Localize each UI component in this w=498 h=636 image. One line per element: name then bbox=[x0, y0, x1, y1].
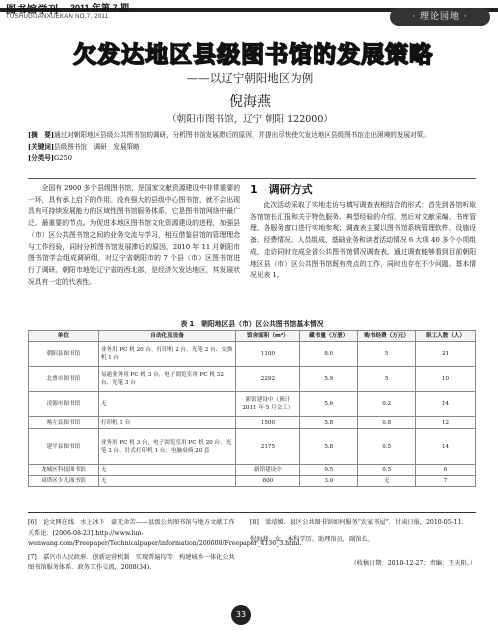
references-divider bbox=[28, 512, 476, 513]
cell-books: 5.8 bbox=[300, 417, 358, 429]
reference-item: [6] 论文网在线．水上冰下 豪无舍苦——县级公共图书馆与地方文献工作关系论．[2006-08-23].http://www.lun-wenwang.com/Freepaper/Technicalpaper/information/200608/Freepaper_4136_3.html. bbox=[28, 519, 302, 547]
author-bio: 倪海燕 女，本科学历。助理馆员，副馆长。 bbox=[250, 535, 374, 543]
cell-staff: 21 bbox=[416, 342, 476, 367]
cell-books: 5.6 bbox=[300, 392, 358, 417]
cell-area: 2292 bbox=[236, 367, 300, 392]
cell-area: 2175 bbox=[236, 429, 300, 465]
abstract: [摘 要]通过对朝阳地区县级公共图书馆的调研，分析图书馆发展滞后的原因，并提出尽快使欠发达地区县级图书馆走出困境的发展对策。 bbox=[28, 131, 430, 139]
cell-unit: 双塔区少儿图书馆 bbox=[29, 476, 99, 487]
cell-funds: 0.8 bbox=[358, 417, 416, 429]
body-right-column: 此次活动采取了实地走访与填写调查表相结合的形式：首先到各馆听取各馆馆长汇报和关于特色服务、典型经验的介绍，然后对文献采编、书库管理、各服务窗口进行实地参观；调查表主要以图书馆系统管理软件、设施设备、经费情况、人员组成、基础业务和读者活动情况 6 大项 40 多个小项组成，走访同时完成全省公共图书馆情况调查表。通过调查能够看到目前朝阳地区县（市）区公共图书馆既有亮点的工作，同时也存在不少问题。基本情况见表 1。 bbox=[250, 201, 476, 280]
cell-books: 8.0 bbox=[300, 342, 358, 367]
cell-staff: 12 bbox=[416, 417, 476, 429]
references-right bbox=[250, 518, 476, 573]
cell-funds: 5 bbox=[358, 367, 416, 392]
th-unit: 单位 bbox=[29, 331, 99, 342]
cell-books: 3.0 bbox=[300, 476, 358, 487]
cell-unit: 北票市图书馆 bbox=[29, 367, 99, 392]
cell-unit: 龙城区科技图书馆 bbox=[29, 465, 99, 476]
cell-funds: 0.5 bbox=[358, 465, 416, 476]
author-affiliation: （朝阳市图书馆，辽宁 朝阳 122000） bbox=[167, 114, 333, 125]
cell-unit: 喀左县图书馆 bbox=[29, 417, 99, 429]
journal-name: 图书馆学刊 bbox=[6, 5, 59, 16]
section-heading: 1 调研方式 bbox=[250, 183, 313, 196]
cell-staff: 10 bbox=[416, 367, 476, 392]
th-staff: 职工人数（人） bbox=[416, 331, 476, 342]
cell-funds: 0.5 bbox=[358, 429, 416, 465]
table-row bbox=[29, 392, 476, 417]
th-area: 馆舍面积（m²） bbox=[236, 331, 300, 342]
cell-staff: 7 bbox=[416, 476, 476, 487]
cell-equipment: 打印机 1 台 bbox=[98, 417, 236, 429]
table-header-row bbox=[29, 331, 476, 342]
references-left bbox=[28, 518, 302, 577]
th-funds: 购书经费（万元） bbox=[358, 331, 416, 342]
cell-equipment: 无 bbox=[98, 392, 236, 417]
table-caption: 表 1 朝阳地区县（市）区公共图书馆基本情况 bbox=[180, 320, 324, 328]
cell-unit: 建平县图书馆 bbox=[29, 429, 99, 465]
table-row bbox=[29, 476, 476, 487]
cell-staff: 14 bbox=[416, 392, 476, 417]
journal-pinyin: TUSHUGUANXUEKAN NO.7, 2011 bbox=[6, 14, 109, 20]
cell-staff: 14 bbox=[416, 429, 476, 465]
article-subtitle: ——以辽宁朝阳地区为例 bbox=[186, 71, 314, 85]
issue-label: 2011 年第 7 期 bbox=[70, 3, 130, 13]
cell-equipment: 无 bbox=[98, 465, 236, 476]
cell-area: 新馆建设中（预计 2011 年 5 月交工） bbox=[236, 392, 300, 417]
cell-funds: 5 bbox=[358, 342, 416, 367]
th-books: 藏书量（万册） bbox=[300, 331, 358, 342]
body-left-column: 全国有 2900 多个县级图书馆，是国家文献资源建设中非常重要的一环，具有承上启下的作用。没有强大的县级中心图书馆，就不会出现具有可持续发展能力的区域性图书馆服务体系，它是图书馆网络中最广泛、最重要的节点。为促进本地区图书馆文化资源建设的进程，加强县（市）区公共图书馆之间的业务交流与学习，相互借鉴县馆的管理理念与工作经验，同时分析图书馆发展滞后的原因，2010 年 11 月朝阳市图书馆学会组成调研组，对辽宁省朝阳市的 7 个县（市）区图书馆进行了调研。朝阳市地处辽宁省的西北部，是经济欠发达地区，其发展状况具有一定的代表性。 bbox=[28, 184, 240, 286]
table-row bbox=[29, 417, 476, 429]
cell-area: 新馆建设中 bbox=[236, 465, 300, 476]
cell-equipment: 无 bbox=[98, 476, 236, 487]
cell-area: 800 bbox=[236, 476, 300, 487]
table-row bbox=[29, 367, 476, 392]
cell-equipment: 易通业务用 PC 机 3 台，电子阅览室用 PC 机 32 台、光笔 3 台 bbox=[98, 367, 236, 392]
cell-funds: 0.2 bbox=[358, 392, 416, 417]
th-equipment: 自动化及设备 bbox=[98, 331, 236, 342]
column-badge: · 理论园地 · bbox=[390, 8, 490, 26]
cell-books: 5.9 bbox=[300, 367, 358, 392]
reference-item: [7] 嘉兴市人民政府．创新运营机制 实现普遍均等 构建城乡一体化公共图书馆服务体系．政务工作交流，2008(34). bbox=[28, 553, 235, 571]
received-date: （收稿日期：2010-12-27；责编：王天阳。） bbox=[350, 560, 476, 567]
abstract-divider bbox=[28, 178, 476, 179]
cell-books: 0.5 bbox=[300, 465, 358, 476]
table-row bbox=[29, 342, 476, 367]
cell-unit: 凌源市图书馆 bbox=[29, 392, 99, 417]
cell-funds: 无 bbox=[358, 476, 416, 487]
keywords: [关键词]县级图书馆 调研 发展策略 bbox=[28, 142, 140, 151]
article-author: 倪海燕 bbox=[229, 94, 271, 110]
cell-equipment: 业务用 PC 机 20 台、打印机 2 台、光笔 2 台、交换机 1 台 bbox=[98, 342, 236, 367]
cell-staff: 6 bbox=[416, 465, 476, 476]
cell-area: 1100 bbox=[236, 342, 300, 367]
page-number: 33 bbox=[231, 605, 251, 625]
reference-item: [8] 梁靖媛．县区公共图书馆如何服务“农家书屋”．甘肃日报，2010-05-11. bbox=[250, 519, 464, 526]
library-table bbox=[28, 330, 476, 487]
table-row bbox=[29, 429, 476, 465]
abstract-block bbox=[28, 130, 476, 165]
classification: [分类号]G250 bbox=[28, 154, 72, 162]
table-row bbox=[29, 465, 476, 476]
article-title: 欠发达地区县级图书馆的发展策略 bbox=[73, 42, 433, 68]
cell-area: 1500 bbox=[236, 417, 300, 429]
cell-equipment: 业务用 PC 机 3 台，电子阅览室用 PC 机 20 台、光笔 3 台、针式打印机 1 台、电脑桌椅 20 套 bbox=[98, 429, 236, 465]
cell-unit: 朝阳县图书馆 bbox=[29, 342, 99, 367]
cell-books: 5.8 bbox=[300, 429, 358, 465]
